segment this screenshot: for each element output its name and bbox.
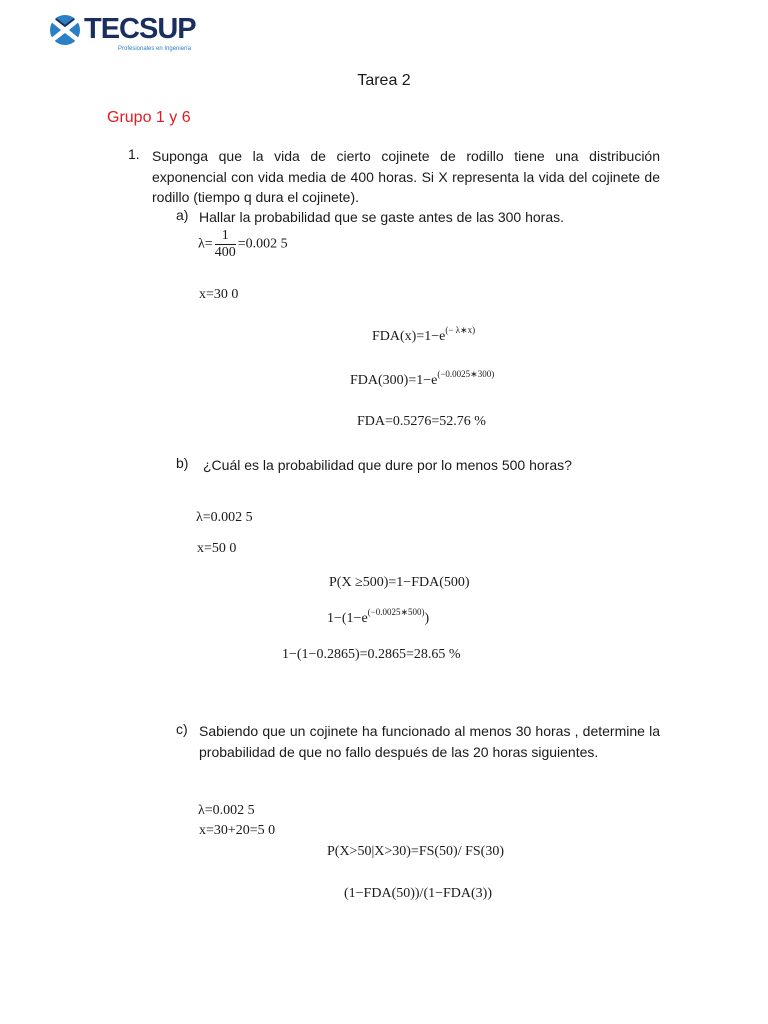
part-a-fda-general bbox=[372, 325, 476, 345]
part-a-fda-result: FDA=0.5276=52.76 % bbox=[357, 414, 486, 429]
part-a-label: a) bbox=[176, 207, 189, 223]
part-b-result: 1−(1−0.2865)=0.2865=28.65 % bbox=[282, 647, 461, 662]
document-title: Tarea 2 bbox=[357, 72, 411, 89]
fda-general-base: FDA(x)=1−e bbox=[372, 329, 446, 344]
problem-statement: Suponga que la vida de cierto cojinete de rodillo tiene una distribución exponencial con vida media de 400 horas. Si X representa la vida del cojinete de rodillo (tiempo q dura el cojinete). bbox=[152, 148, 660, 205]
part-b-label: b) bbox=[176, 455, 189, 471]
part-c-conditional-eq: P(X>50|X>30)=FS(50)/ FS(30) bbox=[327, 844, 505, 859]
logo-tagline: Profesionales en Ingeniería bbox=[118, 46, 192, 52]
part-c-label: c) bbox=[176, 721, 188, 737]
part-b-step-close: ) bbox=[424, 611, 430, 626]
lambda-fraction bbox=[215, 228, 236, 261]
fda-general-exponent: (− λ∗x) bbox=[445, 325, 476, 335]
part-b-lambda-eq: λ=0.002 5 bbox=[196, 510, 253, 525]
part-c-ratio-eq: (1−FDA(50))/(1−FDA(3)) bbox=[344, 886, 492, 901]
problem-number: 1. bbox=[128, 146, 140, 162]
tecsup-logo bbox=[46, 10, 206, 56]
fraction-numerator: 1 bbox=[215, 228, 236, 245]
part-b-step-exponent: (−0.0025∗500) bbox=[367, 607, 425, 617]
part-c-lambda-eq: λ=0.002 5 bbox=[198, 803, 255, 818]
part-b-text: ¿Cuál es la probabilidad que dure por lo menos 500 horas? bbox=[203, 457, 572, 473]
part-a-fda-300 bbox=[350, 369, 495, 389]
fraction-denominator: 400 bbox=[214, 245, 236, 260]
fda-300-base: FDA(300)=1−e bbox=[350, 373, 438, 388]
group-heading: Grupo 1 y 6 bbox=[107, 109, 191, 126]
part-b-step bbox=[327, 607, 430, 627]
part-b-step-base: 1−(1−e bbox=[327, 611, 368, 626]
tecsup-x-emblem-icon bbox=[46, 10, 84, 50]
part-b-prob-eq: P(X ≥500)=1−FDA(500) bbox=[329, 575, 470, 590]
part-a-x-eq: x=30 0 bbox=[199, 287, 239, 302]
part-c-x-eq: x=30+20=5 0 bbox=[199, 823, 276, 838]
lambda-lhs: λ= bbox=[198, 236, 213, 252]
lambda-rhs: =0.002 5 bbox=[237, 236, 288, 252]
part-a-text: Hallar la probabilidad que se gaste antes de las 300 horas. bbox=[199, 209, 565, 225]
part-a-lambda-eq bbox=[198, 228, 288, 261]
fda-300-exponent: (−0.0025∗300) bbox=[437, 369, 495, 379]
part-c-text: Sabiendo que un cojinete ha funcionado al menos 30 horas , determine la probabilidad de que no fallo después de las 20 horas siguientes. bbox=[199, 723, 660, 760]
part-b-x-eq: x=50 0 bbox=[197, 541, 237, 556]
logo-wordmark: TECSUP bbox=[84, 13, 196, 45]
